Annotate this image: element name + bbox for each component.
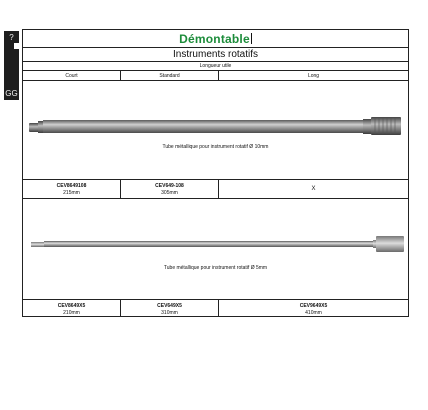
reference-row-5mm [23, 300, 408, 317]
ref-length: 210mm [63, 310, 80, 316]
metal-tube-5mm-image [23, 199, 408, 300]
ref-cell-long-10mm-unavailable: X [311, 186, 316, 192]
caption-5mm: Tube métallique pour instrument rotatif Ø 5mm [163, 265, 268, 271]
side-tab-bottom-label: GG [5, 89, 18, 98]
product-image-row-5mm [23, 199, 408, 300]
ref-cell-standard-5mm [121, 300, 219, 317]
ref-length: 215mm [63, 190, 80, 196]
section-subtitle: Instruments rotatifs [23, 48, 408, 62]
ref-cell-court-5mm [23, 300, 121, 317]
product-sheet [22, 29, 409, 317]
product-image-row-10mm [23, 81, 408, 180]
page-title-text: Démontable [179, 32, 250, 46]
ref-length: 410mm [305, 310, 322, 316]
ref-code: CEV9649X5 [299, 303, 328, 309]
column-header-court: Court [23, 71, 121, 80]
side-tab-top-label: ? [9, 33, 14, 42]
text-cursor [251, 33, 252, 44]
ref-code: CEV649X5 [157, 303, 182, 309]
ref-code: CEV8649X5 [57, 303, 86, 309]
ref-cell-court-10mm [23, 180, 121, 198]
ref-length: 310mm [161, 310, 178, 316]
column-header-standard: Standard [121, 71, 219, 80]
ref-cell-long-5mm [219, 300, 408, 317]
column-header-long: Long [307, 73, 320, 79]
ref-length: 305mm [161, 190, 178, 196]
ref-code: CEV8649108 [56, 183, 87, 189]
metal-tube-10mm-image [23, 81, 408, 180]
side-tab-notch [14, 43, 19, 49]
caption-10mm: Tube métallique pour instrument rotatif Ø 10mm [162, 144, 269, 150]
length-label: Longueur utile [23, 62, 408, 71]
ref-cell-standard-10mm [121, 180, 219, 198]
side-tab [4, 31, 19, 100]
column-header-row [23, 71, 408, 81]
page-title[interactable] [23, 30, 408, 48]
ref-code: CEV649-108 [155, 183, 184, 189]
reference-row-10mm [23, 180, 408, 199]
